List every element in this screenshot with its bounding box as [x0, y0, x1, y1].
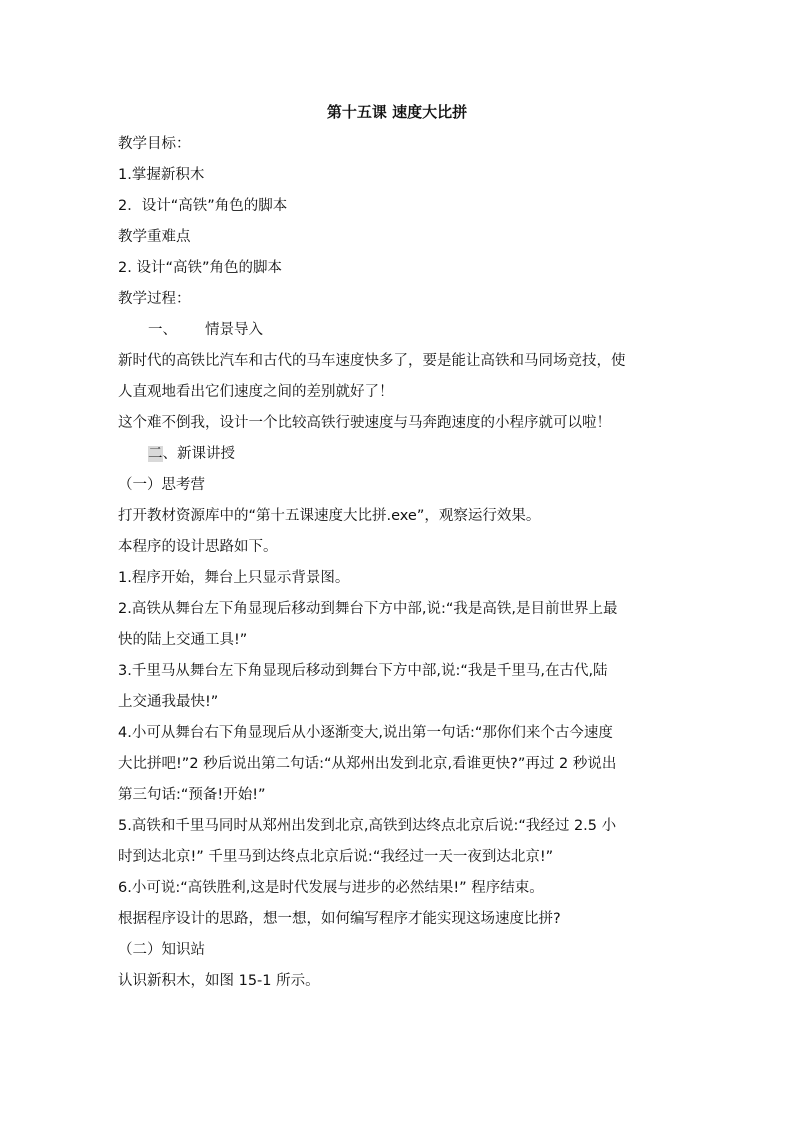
- section-heading: [148, 444, 448, 464]
- paragraph: 快的陆上交通工具!”: [118, 632, 248, 648]
- paragraph: 教学过程：: [118, 291, 191, 307]
- paragraph: 认识新积木，如图 15-1 所示。: [118, 973, 320, 989]
- paragraph: 2.高铁从舞台左下角显现后移动到舞台下方中部,说:“我是高铁,是目前世界上最: [118, 601, 618, 617]
- paragraph: 这个难不倒我，设计一个比较高铁行驶速度与马奔跑速度的小程序就可以啦！: [118, 415, 611, 431]
- paragraph: 2. 设计“高铁”角色的脚本: [118, 260, 282, 276]
- paragraph: 教学目标：: [118, 136, 191, 152]
- paragraph: 1.程序开始，舞台上只显示背景图。: [118, 570, 350, 586]
- paragraph: 2．设计“高铁”角色的脚本: [118, 198, 288, 214]
- highlighted-text: 二: [148, 446, 163, 462]
- paragraph: 上交通我最快!”: [118, 694, 219, 710]
- paragraph: 第三句话:“预备!开始!”: [118, 787, 266, 803]
- paragraph: 本程序的设计思路如下。: [118, 539, 278, 555]
- page-title: 第十五课 速度大比拼: [326, 103, 468, 121]
- section-number: 一、: [148, 322, 177, 338]
- subsection-heading: （二）知识站: [118, 942, 205, 958]
- paragraph: 新时代的高铁比汽车和古代的马车速度快多了，要是能让高铁和马同场竞技，使: [118, 353, 626, 369]
- paragraph: 6.小可说:“高铁胜利,这是时代发展与进步的必然结果!” 程序结束。: [118, 880, 544, 896]
- paragraph: 打开教材资源库中的“第十五课速度大比拼.exe”，观察运行效果。: [118, 508, 541, 524]
- paragraph: 大比拼吧!”2 秒后说出第二句话:“从郑州出发到北京,看谁更快?”再过 2 秒说出: [118, 756, 617, 772]
- subsection-heading: （一）思考营: [118, 477, 205, 493]
- paragraph: 1.掌握新积木: [118, 167, 205, 183]
- paragraph: 时到达北京!” 千里马到达终点北京后说:“我经过一天一夜到达北京!”: [118, 849, 554, 865]
- paragraph: 3.千里马从舞台左下角显现后移动到舞台下方中部,说:“我是千里马,在古代,陆: [118, 663, 608, 679]
- section-heading-text: 、新课讲授: [162, 446, 235, 462]
- paragraph: 4.小可从舞台右下角显现后从小逐渐变大,说出第一句话:“那你们来个古今速度: [118, 725, 613, 741]
- paragraph: 5.高铁和千里马同时从郑州出发到北京,高铁到达终点北京后说:“我经过 2.5 小: [118, 818, 617, 834]
- paragraph: 人直观地看出它们速度之间的差别就好了！: [118, 384, 394, 400]
- paragraph: 教学重难点: [118, 229, 191, 245]
- paragraph: 根据程序设计的思路，想一想，如何编写程序才能实现这场速度比拼?: [118, 911, 561, 927]
- section-heading: 情景导入: [205, 322, 263, 338]
